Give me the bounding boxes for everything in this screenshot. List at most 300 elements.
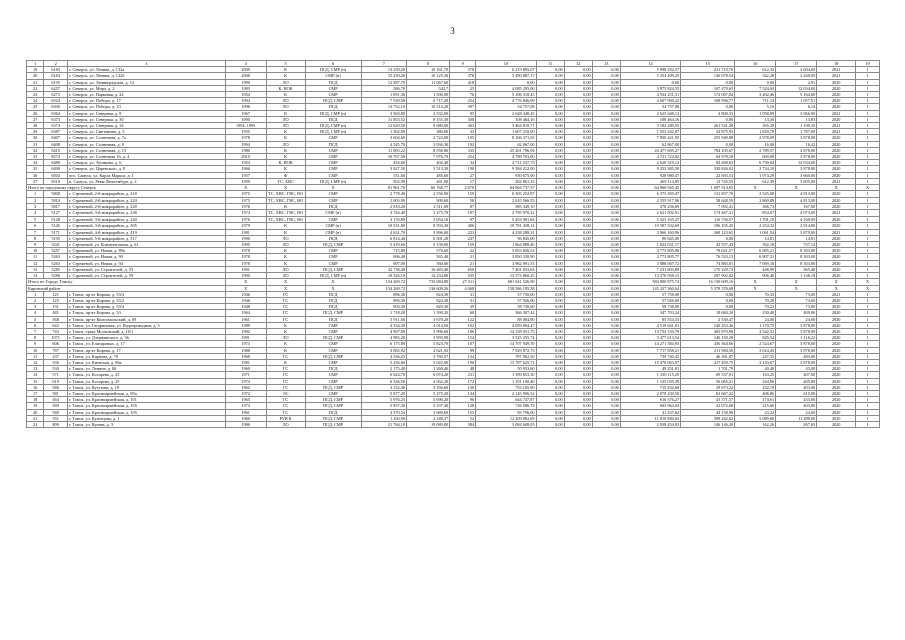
table-cell: 0,00 — [592, 397, 620, 403]
table-cell: 612,32 — [735, 67, 776, 73]
table-cell: 2020 — [817, 98, 856, 104]
table-cell: 73,00 — [776, 297, 817, 303]
table-cell: 606 — [44, 341, 68, 347]
table-cell: 2021 — [817, 73, 856, 79]
table-cell: 2020 — [817, 172, 856, 178]
table-cell: 16 — [27, 384, 44, 390]
table-cell: 2 734,10 — [735, 166, 776, 172]
table-cell: 1 058,09 — [735, 110, 776, 116]
table-cell: 1 — [856, 110, 880, 116]
table-cell: 0,00 — [592, 384, 620, 390]
table-cell: X — [735, 285, 776, 291]
table-cell: г. Томск, пр-кт Кирова, д. 17 — [68, 347, 226, 353]
table-cell: 42 072,68 — [681, 403, 735, 409]
table-cell: СМР — [305, 248, 361, 254]
table-cell: СМР — [305, 154, 361, 160]
table-cell: 1 — [856, 141, 880, 147]
table-cell: 64 978,18 — [681, 154, 735, 160]
table-cell: 1990 — [225, 116, 266, 122]
table-cell: г. Северск, ул. Ленинградская, д. 12 — [68, 79, 226, 85]
table-cell: 1 — [856, 166, 880, 172]
table-cell: г. Северск, ул. Солнечная, д. 7а — [68, 135, 226, 141]
table-cell: 0,00 — [592, 235, 620, 241]
table-cell: 2 248,37 — [407, 415, 450, 421]
table-cell: 1 061,54 — [735, 229, 776, 235]
table-cell: 1 — [856, 204, 880, 210]
table-cell: К — [266, 248, 305, 254]
table-cell: 380,00 — [407, 129, 450, 135]
table-cell: ГС — [266, 372, 305, 378]
table-cell: 1978 — [225, 248, 266, 254]
table-cell: 2020 — [817, 266, 856, 272]
table-cell: 5 106 318,45 — [476, 92, 536, 98]
table-cell: ГС — [266, 403, 305, 409]
table-cell: СМР — [305, 135, 361, 141]
table-cell: 1 — [856, 347, 880, 353]
table-cell: 6 336,50 — [361, 378, 406, 384]
table-cell: ПСД — [305, 366, 361, 372]
table-cell: X — [817, 185, 856, 191]
table-cell: 5808 — [44, 191, 68, 198]
table-cell: 6373 — [44, 116, 68, 122]
table-cell: 0,00 — [592, 341, 620, 347]
table-cell: 7 401 833,63 — [476, 266, 536, 272]
table-cell: 40,40 — [735, 366, 776, 372]
table-cell: 22 — [450, 248, 476, 254]
table-cell: 0,00 — [681, 104, 735, 110]
table-cell: 255 949,88 — [681, 135, 735, 141]
table-cell: 37 — [27, 178, 44, 184]
table-cell: 0,00 — [536, 372, 564, 378]
table-cell: 1 — [856, 359, 880, 365]
table-cell: 909,60 — [407, 197, 450, 204]
table-cell: СМР (н) — [305, 223, 361, 229]
table-cell: ГС — [266, 409, 305, 415]
table-cell: г. Стрежевой, 3-й микрорайон, д. 238 — [68, 210, 226, 217]
table-cell: 4 607 969,22 — [620, 98, 680, 104]
column-number: 1 — [27, 61, 44, 67]
table-cell: СМР — [305, 347, 361, 353]
table-cell: Кировский район — [27, 285, 226, 291]
table-cell: 11 810 840,02 — [620, 415, 680, 421]
table-cell: 1981 — [225, 229, 266, 235]
table-cell: 829,30 — [407, 304, 450, 310]
table-cell: X — [817, 285, 856, 291]
table-cell: 0,00 — [592, 328, 620, 334]
table-cell: 136 678,54 — [681, 73, 735, 79]
table-cell: 0,00 — [592, 98, 620, 104]
table-cell: 5286 — [44, 273, 68, 279]
table-cell: 1946 — [225, 291, 266, 297]
table-cell: ПСД, СМР (н) — [305, 129, 361, 135]
table-cell: 1 191 100,40 — [476, 378, 536, 384]
table-cell: 0,00 — [564, 104, 592, 110]
table-cell: 16 483,40 — [407, 266, 450, 272]
table-cell: 601 041 526,90 — [476, 279, 536, 285]
table-cell: 66 768,77 — [407, 185, 450, 191]
table-cell: 1 — [856, 147, 880, 153]
table-cell: ПСД — [305, 116, 361, 122]
table-cell: 33 — [450, 129, 476, 135]
table-cell: 0,00 — [620, 79, 680, 85]
table-cell: 0,00 — [564, 73, 592, 79]
table-cell: К — [266, 347, 305, 353]
table-cell: 0,00 — [536, 384, 564, 390]
table-cell: 2020 — [817, 372, 856, 378]
table-cell: 1976 — [225, 204, 266, 210]
table-cell: 0,00 — [564, 285, 592, 291]
table-cell: 0,00 — [592, 266, 620, 272]
table-cell: 2020 — [817, 248, 856, 254]
table-cell: СМР — [305, 378, 361, 384]
table-cell: 0,00 — [592, 335, 620, 341]
table-cell: г. Томск, ул. Гагаринская, ул. Водопроводная, д. 5 — [68, 322, 226, 328]
table-cell: 433,00 — [776, 397, 817, 403]
table-cell: 1982 — [225, 328, 266, 334]
table-cell: 3 744,40 — [361, 210, 406, 217]
table-cell: ПСД, СМР — [305, 415, 361, 421]
table-cell: СМР — [305, 197, 361, 204]
table-cell: 12 — [27, 359, 44, 365]
table-cell: ПСД — [305, 291, 361, 297]
table-cell: 0,00 — [564, 378, 592, 384]
table-cell: 481 — [44, 310, 68, 316]
table-cell: 13 754 150,79 — [620, 328, 680, 334]
table-cell: 6 739,04 — [735, 160, 776, 166]
table-cell: 15 370 063,97 — [620, 359, 680, 365]
table-cell: 0,00 — [536, 197, 564, 204]
table-cell: пос. Самусь, ул. Карла Маркса, д. 1 — [68, 172, 226, 178]
table-cell: ГС — [266, 353, 305, 359]
table-cell: 0,00 — [592, 403, 620, 409]
table-cell: СМР (н) — [305, 73, 361, 79]
table-cell: 0,00 — [564, 421, 592, 427]
table-cell: 17 — [27, 390, 44, 396]
table-cell: 3 182 289,55 — [620, 123, 680, 129]
table-cell: 4 085 295,00 — [476, 85, 536, 91]
table-cell: 49 251,81 — [620, 366, 680, 372]
table-cell: 105 — [450, 135, 476, 141]
table-cell: 154 269,72 — [361, 279, 406, 285]
table-cell: 15 — [27, 378, 44, 384]
table-cell: 1991 — [225, 266, 266, 272]
column-number: 12 — [564, 61, 592, 67]
table-cell: 254 — [450, 154, 476, 160]
table-cell: 136 609,26 — [407, 285, 450, 291]
table-cell: 542,28 — [735, 73, 776, 79]
table-cell: 2020 — [817, 104, 856, 110]
table-cell: 619 — [44, 378, 68, 384]
table-cell: 485,60 — [407, 172, 450, 178]
table-cell: 3 996,00 — [407, 229, 450, 235]
table-cell: ЛО — [266, 116, 305, 122]
table-cell: 172 067,04 — [681, 92, 735, 98]
table-cell: К — [266, 166, 305, 172]
table-cell: 0,00 — [536, 273, 564, 279]
table-cell: 154 — [450, 335, 476, 341]
table-cell: 10 125,30 — [407, 73, 450, 79]
table-cell: СМР (н) — [305, 229, 361, 235]
table-cell: 2020 — [817, 197, 856, 204]
column-number: 6 — [305, 61, 361, 67]
table-cell: 9 253 385,58 — [620, 166, 680, 172]
table-cell: г. Томск, ул. Кузнецова, д. 1 — [68, 415, 226, 421]
table-cell: 6504 — [44, 172, 68, 178]
table-cell: 2 145 906,52 — [476, 390, 536, 396]
table-cell: 2 778,40 — [361, 191, 406, 198]
table-cell: 403,00 — [776, 384, 817, 390]
table-cell: 1 — [856, 421, 880, 427]
table-cell: 57 926,00 — [620, 297, 680, 303]
table-cell: 85 554,33 — [620, 316, 680, 322]
table-cell: 4 721 724,82 — [620, 154, 680, 160]
table-cell: 1 — [856, 390, 880, 396]
table-cell: 102 — [450, 141, 476, 147]
table-cell: СМР — [305, 322, 361, 328]
table-cell: 62 867,00 — [476, 141, 536, 147]
table-cell: 73,00 — [776, 304, 817, 310]
table-cell: 0,00 — [564, 235, 592, 241]
table-cell: 0,00 — [592, 85, 620, 91]
table-cell: 6 219 895,07 — [476, 67, 536, 73]
table-cell: г. Северск, ул. Северная, д. 8 — [68, 110, 226, 116]
table-cell: 896,30 — [361, 291, 406, 297]
table-cell: 2 795 970,22 — [476, 210, 536, 217]
table-cell: ГС — [266, 291, 305, 297]
table-cell: 144 — [450, 390, 476, 396]
table-cell: 3 152,40 — [361, 384, 406, 390]
table-cell: 0,00 — [536, 129, 564, 135]
table-cell: 3 275,70 — [407, 210, 450, 217]
table-cell: 7 — [27, 229, 44, 235]
table-cell: 6490 — [44, 166, 68, 172]
table-cell: 9 584 212,00 — [476, 166, 536, 172]
table-cell: 6 — [27, 322, 44, 328]
table-cell: ЛО — [266, 79, 305, 85]
table-cell: 0,00 — [536, 185, 564, 191]
table-cell: 6 501,20 — [407, 235, 450, 241]
table-cell: 454,60 — [361, 160, 406, 166]
table-cell: 2020 — [817, 147, 856, 153]
table-cell: 530 — [44, 366, 68, 372]
table-cell: 2020 — [817, 260, 856, 266]
table-cell: 21 764,10 — [361, 421, 406, 427]
table-cell: 2,91 — [776, 79, 817, 85]
table-cell: 297 902,02 — [681, 273, 735, 279]
table-cell: 0,00 — [592, 359, 620, 365]
table-cell: К — [266, 322, 305, 328]
table-cell: 0,00 — [536, 409, 564, 415]
table-cell: 0,00 — [536, 260, 564, 266]
table-cell: 0,00 — [592, 316, 620, 322]
table-cell: 1 — [856, 322, 880, 328]
table-cell: 2 — [27, 297, 44, 303]
table-cell: 1971 — [225, 372, 266, 378]
table-cell: 697,00 — [361, 260, 406, 266]
table-cell: 1 701,79 — [681, 366, 735, 372]
table-cell: 0,00 — [592, 73, 620, 79]
table-cell: 3 660,00 — [776, 172, 817, 178]
table-cell: 19 — [27, 403, 44, 409]
table-cell: 11 067,60 — [407, 79, 450, 85]
table-cell: X — [225, 185, 266, 191]
table-cell: СМР — [305, 172, 361, 178]
table-cell: 1 — [27, 291, 44, 297]
table-cell: 22 — [27, 421, 44, 427]
table-cell: 6 717,20 — [407, 98, 450, 104]
table-cell: 0,00 — [564, 384, 592, 390]
column-number: 4 — [225, 61, 266, 67]
table-cell: 70,29 — [735, 297, 776, 303]
table-cell: 2 524,67 — [735, 341, 776, 347]
table-cell: 23,22 — [735, 409, 776, 415]
table-cell: 0,00 — [592, 366, 620, 372]
table-cell: 1994 — [225, 141, 266, 147]
table-cell: 13 745,55 — [681, 178, 735, 184]
table-cell: 2020 — [817, 384, 856, 390]
table-cell: 0,00 — [592, 297, 620, 303]
table-cell: 69 537,91 — [681, 372, 735, 378]
table-cell: 4 907,00 — [361, 328, 406, 334]
table-cell: 54 757,08 — [620, 104, 680, 110]
table-cell: 0,00 — [564, 322, 592, 328]
table-cell: 0,00 — [536, 216, 564, 223]
table-cell: 24,00 — [776, 316, 817, 322]
column-number: 15 — [681, 61, 735, 67]
table-cell: 122 — [450, 316, 476, 322]
table-cell: 1967 — [225, 110, 266, 116]
table-cell: г. Стрежевой, 2-й микрорайон, д. 228 — [68, 204, 226, 210]
table-cell: 378 — [450, 67, 476, 73]
table-cell: 5263 — [44, 254, 68, 260]
table-cell: г. Северск, ул. Северная, д. 34 — [68, 123, 226, 129]
table-cell: 146 150,20 — [681, 335, 735, 341]
table-cell: 223 — [450, 229, 476, 235]
table-cell: 1 864 888,40 — [476, 242, 536, 248]
table-cell: 1 399 653,30 — [476, 372, 536, 378]
table-cell: 1 — [856, 335, 880, 341]
table-cell: 6480 — [44, 160, 68, 166]
table-cell: 96 845,00 — [620, 235, 680, 241]
table-cell: 0,00 — [536, 353, 564, 359]
table-cell: 403,00 — [776, 403, 817, 409]
table-cell: 2 556,00 — [407, 191, 450, 198]
table-cell: 5 453 901,84 — [476, 216, 536, 223]
table-cell: 0,00 — [592, 291, 620, 297]
table-cell: 2009 — [225, 67, 266, 73]
table-cell: 1990 — [225, 273, 266, 279]
table-cell: 3 604,60 — [361, 135, 406, 141]
table-cell: 392,18 — [735, 242, 776, 248]
table-cell: 21 — [27, 415, 44, 421]
table-cell: 5 275,20 — [407, 390, 450, 396]
table-cell: 650 — [450, 266, 476, 272]
table-cell: 3 888 067,72 — [620, 260, 680, 266]
table-cell: ПСД — [305, 304, 361, 310]
table-cell: 580 — [44, 409, 68, 415]
table-cell: 5263 — [44, 260, 68, 266]
table-cell: 27 311 — [450, 279, 476, 285]
table-cell: 15 239,20 — [361, 73, 406, 79]
table-cell: 33 — [27, 154, 44, 160]
table-cell: 0,00 — [564, 310, 592, 316]
table-cell: 64 966 945,45 — [620, 185, 680, 191]
table-cell: г. Северск, ул. Тупикова, д. 6 — [68, 160, 226, 166]
table-cell: 244,96 — [735, 378, 776, 384]
table-cell: 0,00 — [592, 415, 620, 421]
table-cell: 108 464,16 — [476, 116, 536, 122]
table-cell: 2 621 502,91 — [620, 210, 680, 217]
table-cell: 464 — [44, 397, 68, 403]
table-cell: 0,00 — [536, 421, 564, 427]
table-cell: 84 468,63 — [681, 160, 735, 166]
table-cell: 2020 — [817, 335, 856, 341]
table-cell: г. Стрежевой, ул. Строителей, д. 53 — [68, 266, 226, 272]
table-cell: 1954 — [225, 92, 266, 98]
table-cell: ПСД — [305, 104, 361, 110]
table-cell: 0,00 — [564, 403, 592, 409]
table-cell: 409,00 — [776, 310, 817, 316]
table-cell: 448,99 — [735, 266, 776, 272]
table-cell: 1 330 115,29 — [620, 372, 680, 378]
table-cell: 0,00 — [564, 116, 592, 122]
table-cell: 0,00 — [681, 297, 735, 303]
table-cell: 0,00 — [592, 154, 620, 160]
table-cell: 397 — [450, 104, 476, 110]
table-cell: 2020 — [817, 359, 856, 365]
table-cell: 8 155,30 — [407, 116, 450, 122]
table-cell: 1 — [27, 191, 44, 198]
table-cell: 13 — [27, 366, 44, 372]
table-cell: 1 — [856, 135, 880, 141]
table-cell: 406,86 — [735, 390, 776, 396]
table-cell: 2021 — [817, 178, 856, 184]
table-cell: г. Томск, пр-кт Кирова, д. 53/2 — [68, 297, 226, 303]
column-number: 3 — [68, 61, 226, 67]
table-cell: 1 — [856, 316, 880, 322]
table-cell: 0,00 — [592, 347, 620, 353]
table-cell: 5195 — [44, 235, 68, 241]
table-cell: 6 — [27, 223, 44, 229]
table-cell: К — [266, 328, 305, 334]
table-cell: 3 356,60 — [407, 384, 450, 390]
table-cell: 163,25 — [735, 372, 776, 378]
table-cell: 739 740,43 — [620, 353, 680, 359]
table-cell: ПСД — [305, 235, 361, 241]
table-cell: 2 869,89 — [735, 197, 776, 204]
table-cell: 0,00 — [564, 172, 592, 178]
table-cell: 14,81 — [776, 235, 817, 241]
table-row — [27, 421, 880, 427]
table-cell: 4 813,00 — [776, 191, 817, 198]
table-cell: 787 902,50 — [476, 353, 536, 359]
table-cell: 0,00 — [536, 390, 564, 396]
table-cell: 1 — [856, 304, 880, 310]
table-cell: 0,00 — [592, 242, 620, 248]
table-cell: 2020 — [817, 403, 856, 409]
table-cell: 5257 — [44, 248, 68, 254]
table-cell: 0,00 — [592, 160, 620, 166]
column-number: 8 — [407, 61, 450, 67]
table-cell: 231 — [450, 372, 476, 378]
table-cell: 3 878,00 — [776, 135, 817, 141]
table-cell: 2 810,20 — [361, 204, 406, 210]
table-cell: 174 467,31 — [681, 210, 735, 217]
table-cell: г. Стрежевой, 2-й микрорайон, д. 224 — [68, 197, 226, 204]
table-cell: X — [266, 185, 305, 191]
table-cell: 0,00 — [564, 210, 592, 217]
table-cell: 4 014,50 — [407, 322, 450, 328]
